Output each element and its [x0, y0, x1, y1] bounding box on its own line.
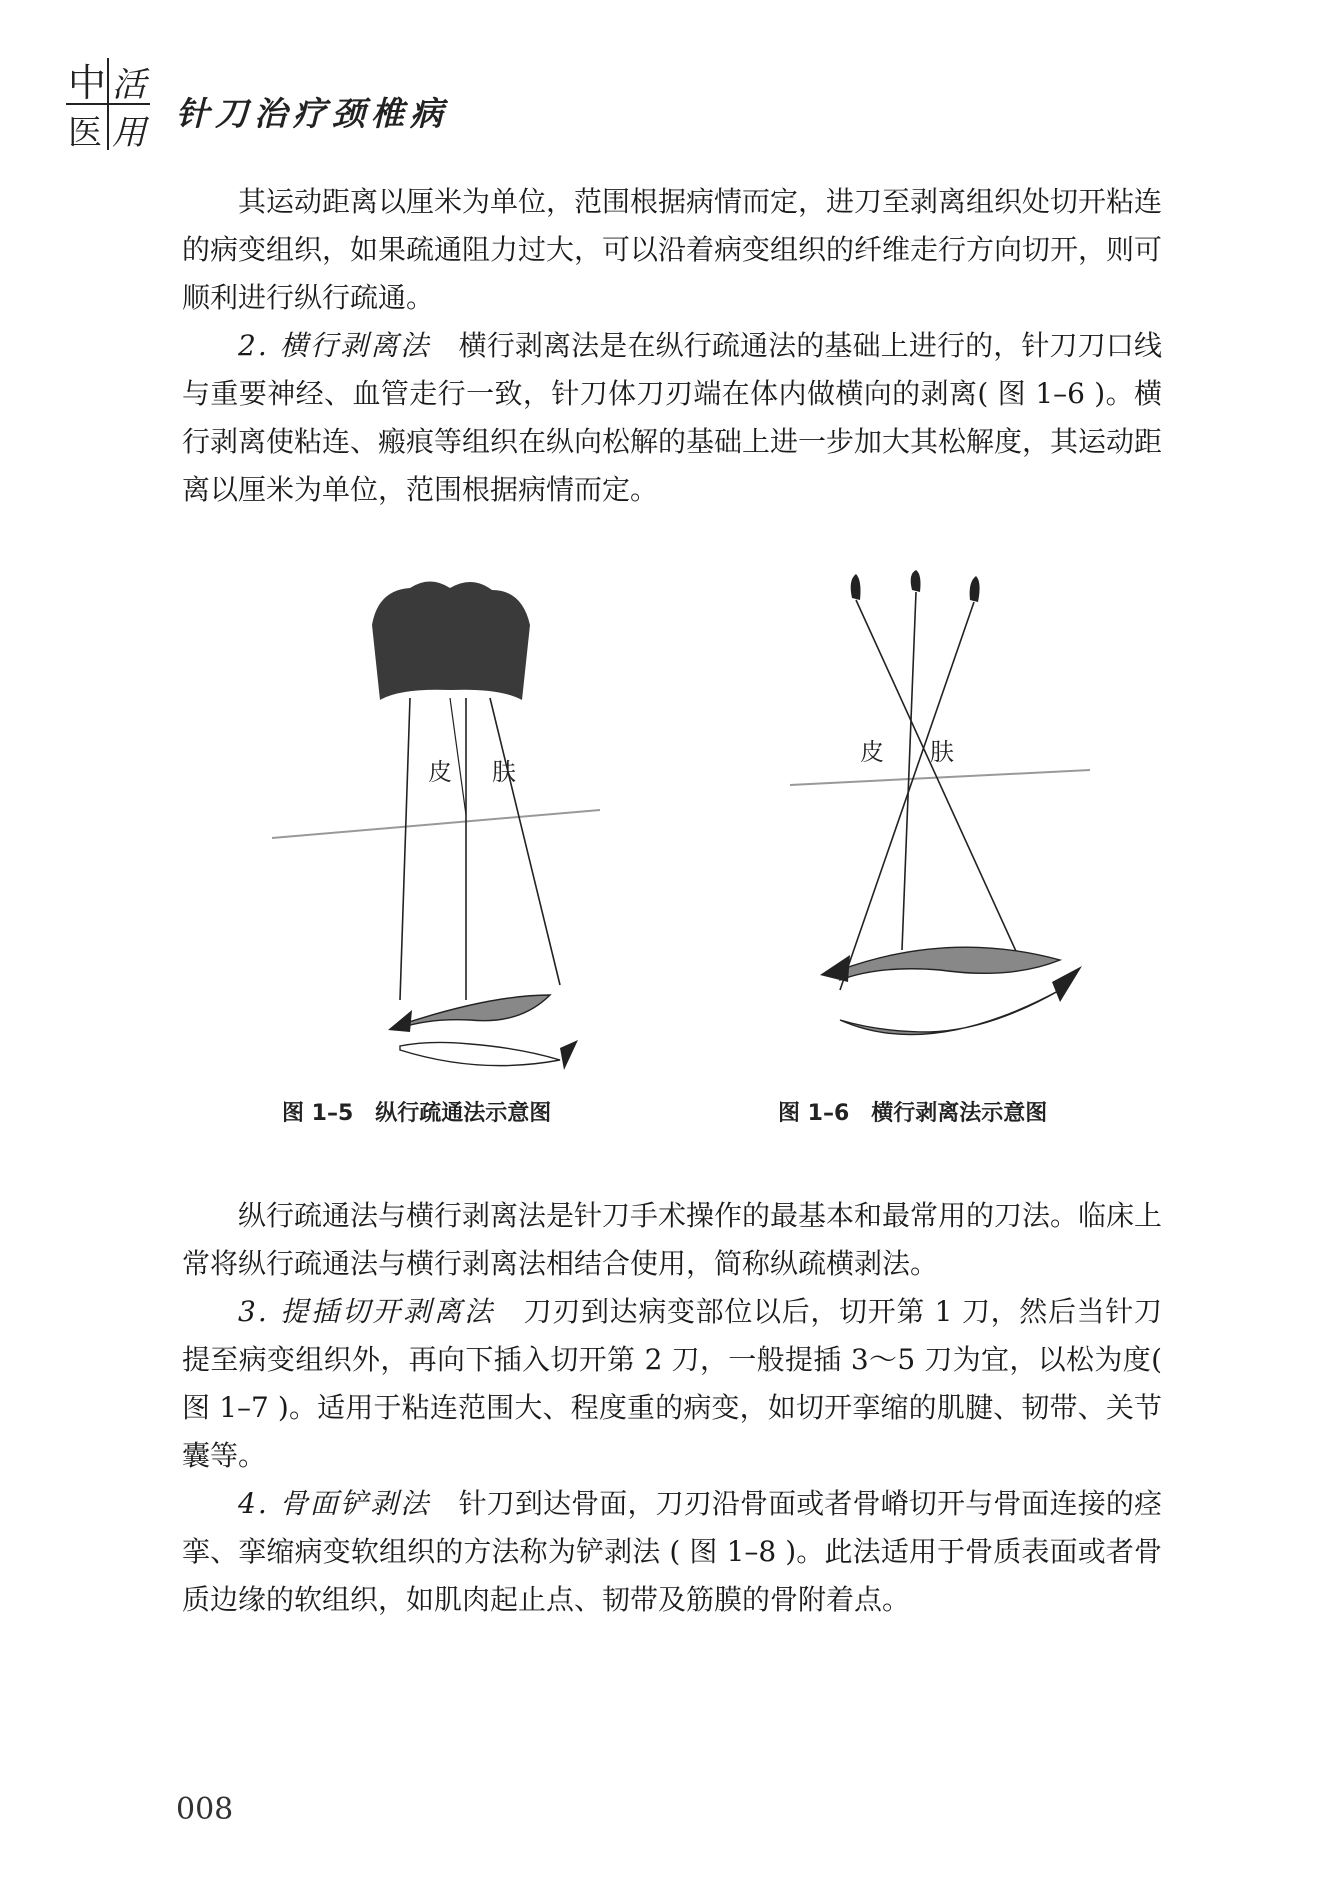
- figure-1-6: [790, 570, 1090, 1070]
- figure-1-5: [260, 570, 620, 1070]
- needle-tip-right: [970, 576, 980, 602]
- paragraph-4-text: 刀刃到达病变部位以后，切开第 1 刀，然后当针刀提至病变组织外，再向下插入切开第 2 刀，一般提插 3～5 刀为宜，以松为度( 图 1–7 )。适用于粘连范围大、程度重的病变，如切开挛缩的肌腱、韧带、关节囊等。: [182, 1295, 1162, 1472]
- section-term-3: 3. 提插切开剥离法: [238, 1295, 495, 1328]
- logo-char-4: 用: [112, 113, 146, 153]
- upper-arrowhead: [820, 955, 850, 982]
- logo-char-2: 活: [112, 65, 146, 105]
- needle-tip-center: [911, 570, 921, 592]
- upper-arrow: [840, 947, 1060, 980]
- page-number: 008: [176, 1792, 234, 1827]
- lower-arrow: [840, 990, 1060, 1035]
- needle-line-right: [840, 602, 974, 990]
- series-logo: [62, 54, 154, 154]
- needle-line-right: [490, 698, 560, 985]
- logo-char-3: 医: [68, 113, 102, 153]
- lower-arrow: [400, 1042, 560, 1065]
- skin-line: [272, 810, 600, 838]
- figure-1-6-caption: 图 1–6 横行剥离法示意图: [778, 1101, 1048, 1126]
- skin-label-left: 皮: [860, 738, 884, 766]
- needle-line-left: [400, 698, 410, 1000]
- needle-line-center: [902, 592, 916, 950]
- lower-arrowhead: [560, 1040, 578, 1070]
- paragraph-2: [182, 322, 1162, 514]
- paragraph-4: [182, 1288, 1162, 1480]
- logo-char-1: 中: [68, 61, 107, 105]
- upper-arrow: [400, 995, 550, 1028]
- paragraph-2-text: 横行剥离法是在纵行疏通法的基础上进行的，针刀刀口线与重要神经、血管走行一致，针刀体刀刃端在体内做横向的剥离( 图 1–6 )。横行剥离使粘连、瘢痕等组织在纵向松解的基础上进一步加大其松解度，其运动距离以厘米为单位，范围根据病情而定。: [182, 329, 1163, 506]
- upper-arrowhead: [388, 1010, 412, 1032]
- section-term-4: 4. 骨面铲剥法: [238, 1487, 431, 1520]
- section-term-2: 2. 横行剥离法: [238, 329, 431, 362]
- needle-handle: [372, 582, 530, 701]
- skin-label-right: 肤: [930, 738, 954, 766]
- skin-label-right: 肤: [492, 758, 516, 786]
- paragraph-5: [182, 1480, 1162, 1624]
- skin-label-left: 皮: [428, 758, 452, 786]
- needle-tip-left: [851, 574, 861, 600]
- lower-arrowhead: [1052, 966, 1082, 1002]
- paragraph-3: 纵行疏通法与横行剥离法是针刀手术操作的最基本和最常用的刀法。临床上常将纵行疏通法与横行剥离法相结合使用，简称纵疏横剥法。: [182, 1199, 1163, 1280]
- paragraph-1: 其运动距离以厘米为单位，范围根据病情而定，进刀至剥离组织处切开粘连的病变组织，如果疏通阻力过大，可以沿着病变组织的纤维走行方向切开，则可顺利进行纵行疏通。: [182, 185, 1163, 314]
- figure-1-5-caption: 图 1–5 纵行疏通法示意图: [282, 1101, 552, 1126]
- paragraph-5-text: 针刀到达骨面，刀刃沿骨面或者骨嵴切开与骨面连接的痉挛、挛缩病变软组织的方法称为铲剥法 ( 图 1–8 )。此法适用于骨质表面或者骨质边缘的软组织，如肌肉起止点、韧带及筋膜的骨附着点。: [182, 1487, 1162, 1616]
- running-header-title: 针刀治疗颈椎病: [176, 94, 449, 133]
- needle-line-center: [450, 698, 466, 815]
